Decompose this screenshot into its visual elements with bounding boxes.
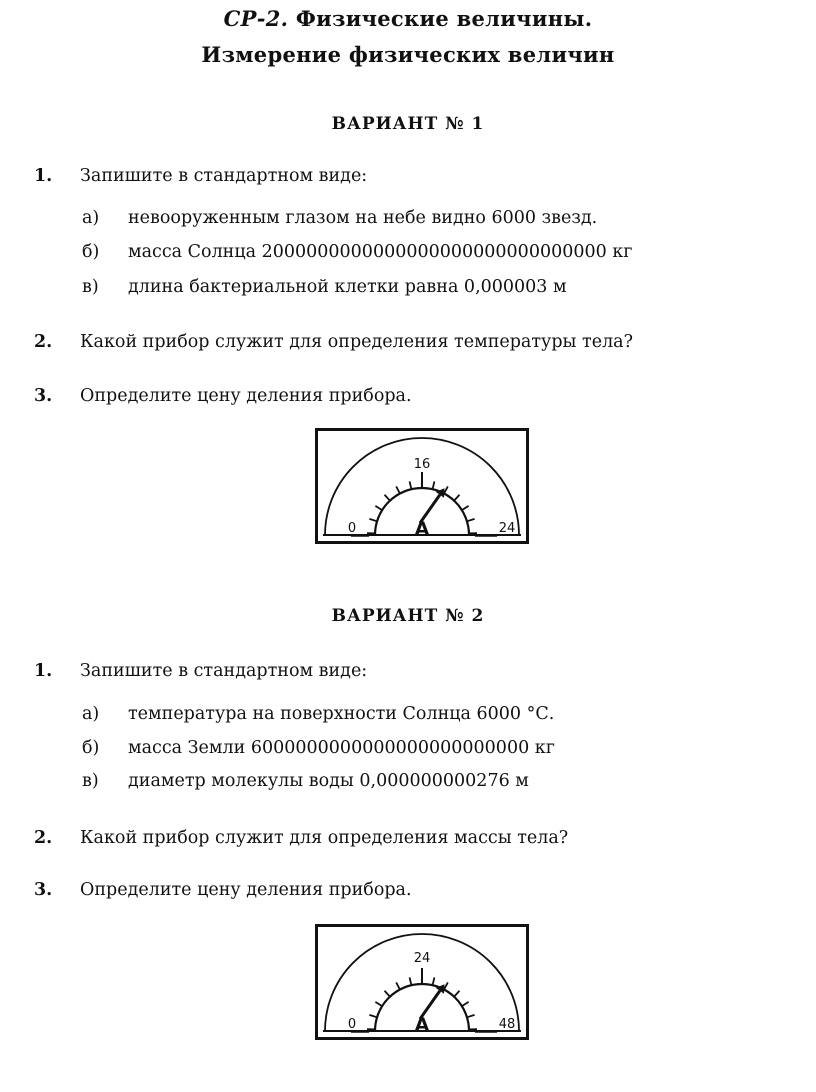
item-text: масса Солнца 2000000000000000000000000000000 кг (128, 242, 633, 262)
item-letter: б) (82, 738, 100, 758)
scale-tick (454, 495, 459, 501)
question-number: 1. (34, 661, 53, 681)
scale-tick (410, 977, 412, 985)
question-text: Определите цену деления прибора. (80, 880, 412, 900)
item-text: длина бактериальной клетки равна 0,000003 м (128, 277, 567, 297)
ammeter-variant-1 (315, 428, 529, 544)
question-number: 2. (34, 332, 53, 352)
variant-2-heading: ВАРИАНТ № 2 (331, 606, 485, 626)
question-text: Определите цену деления прибора. (80, 386, 412, 406)
scale-tick (467, 519, 475, 521)
item-letter: а) (82, 704, 100, 724)
variant-1-heading: ВАРИАНТ № 1 (331, 114, 485, 134)
question-number: 2. (34, 828, 53, 848)
scale-tick (396, 486, 400, 493)
v2-question-3 (34, 880, 412, 900)
v1-item-a (82, 208, 597, 228)
question-text: Запишите в стандартном виде: (80, 661, 368, 681)
v2-item-a (82, 704, 554, 724)
v1-question-3 (34, 386, 412, 406)
scale-tick (369, 519, 377, 521)
item-text: масса Земли 6000000000000000000000000 кг (128, 738, 555, 758)
scale-tick (385, 495, 390, 501)
v2-item-b (82, 738, 555, 758)
scale-tick (462, 1002, 469, 1006)
v2-question-1 (34, 661, 367, 681)
item-text: невооруженным глазом на небе видно 6000 звезд. (128, 208, 598, 228)
question-text: Запишите в стандартном виде: (80, 166, 368, 186)
question-number: 3. (34, 880, 53, 900)
item-text: температура на поверхности Солнца 6000 °С. (128, 704, 555, 724)
unit-symbol: А (414, 1014, 430, 1036)
scale-tick (444, 486, 448, 493)
item-text: диаметр молекулы воды 0,000000000276 м (128, 771, 529, 791)
v2-item-c (82, 771, 529, 791)
title-line-1: Физические величины. (295, 6, 593, 31)
label-min: 0 (347, 1017, 357, 1032)
unit-symbol: А (414, 518, 430, 540)
scale-tick (410, 481, 412, 489)
scale-tick (467, 1015, 475, 1017)
label-mid: 16 (413, 457, 431, 472)
v1-question-1 (34, 166, 367, 186)
work-code: СР-2. (223, 6, 289, 31)
page-subtitle: Измерение физических величин (201, 42, 615, 67)
label-min: 0 (347, 521, 357, 536)
item-letter: в) (82, 277, 99, 297)
label-max: 48 (498, 1017, 516, 1032)
v2-question-2 (34, 828, 568, 848)
item-letter: в) (82, 771, 99, 791)
label-max: 24 (498, 521, 516, 536)
scale-tick (369, 1015, 377, 1017)
item-letter: а) (82, 208, 100, 228)
label-mid: 24 (413, 951, 431, 966)
scale-tick (433, 481, 435, 489)
v1-item-b (82, 242, 632, 262)
ammeter-dial (315, 924, 529, 1040)
question-text: Какой прибор служит для определения массы тела? (80, 828, 569, 848)
question-text: Какой прибор служит для определения температуры тела? (80, 332, 634, 352)
item-letter: б) (82, 242, 100, 262)
scale-tick (375, 506, 382, 510)
question-number: 1. (34, 166, 53, 186)
scale-tick (385, 991, 390, 997)
page-title (0, 6, 816, 31)
scale-tick (375, 1002, 382, 1006)
scale-tick (462, 506, 469, 510)
ammeter-variant-2 (315, 924, 529, 1040)
scale-tick (444, 982, 448, 989)
scale-tick (454, 991, 459, 997)
question-number: 3. (34, 386, 53, 406)
scale-tick (433, 977, 435, 985)
ammeter-dial (315, 428, 529, 544)
v1-item-c (82, 277, 567, 297)
v1-question-2 (34, 332, 633, 352)
scale-tick (396, 982, 400, 989)
